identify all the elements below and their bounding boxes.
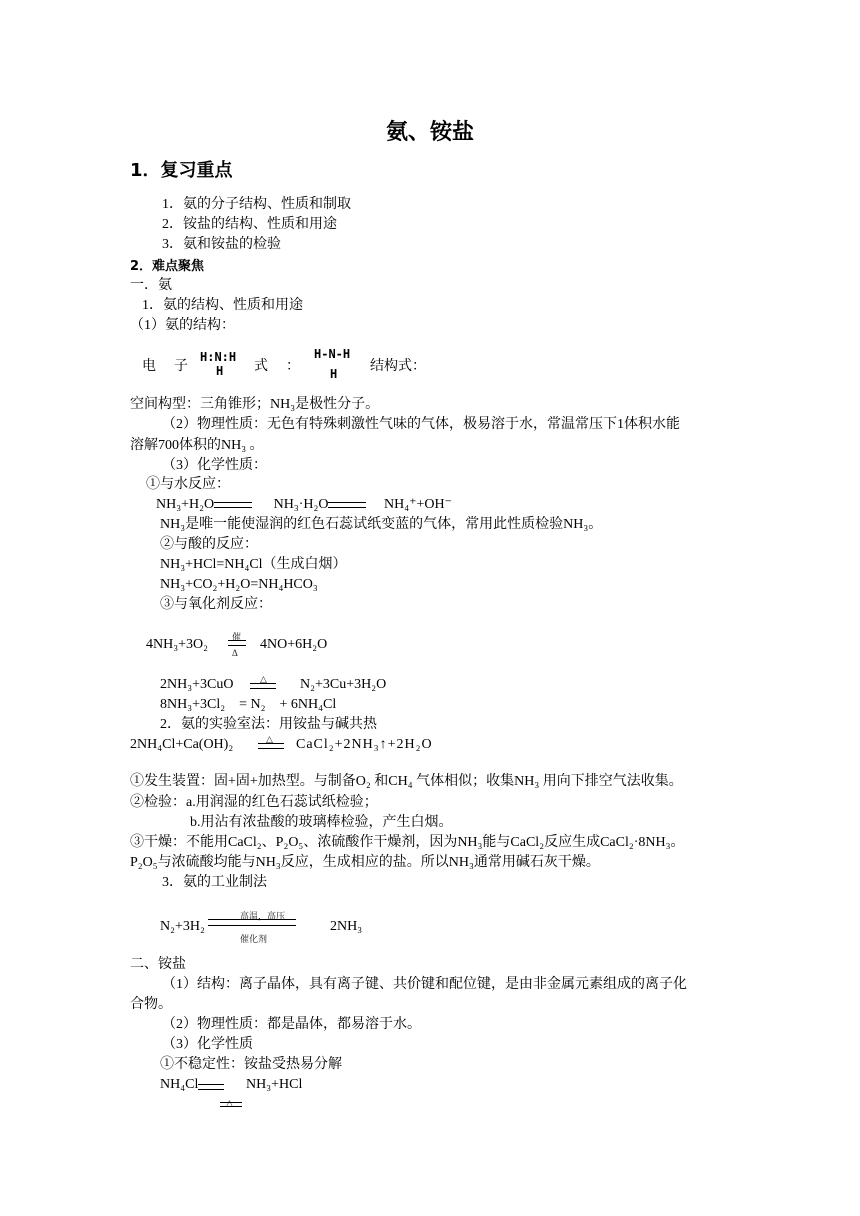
ox-eq2-cond: △ <box>260 674 267 684</box>
drying-note-1: ③干燥：不能用CaCl₂、P₂O₅、浓硫酸作干燥剂，因为NH₃能与CaCl₂反应生成CaCl₂·8NH₃。 <box>130 835 685 850</box>
industry-cond-top: 高温，高压 <box>240 911 286 921</box>
sub-heading-structure: 1．氨的结构、性质和用途 <box>142 298 303 313</box>
review-item-1: 1．氨的分子结构、性质和制取 <box>162 197 351 212</box>
industry-label: 3．氨的工业制法 <box>162 875 267 890</box>
decomp-cond-bar <box>220 1102 242 1107</box>
industry-cond-bottom: 催化剂 <box>240 934 268 944</box>
lab-preparation-label: 2．氨的实验室法：用铵盐与碱共热 <box>160 717 377 732</box>
review-item-2: 2．铵盐的结构、性质和用途 <box>162 217 337 232</box>
industry-right: 2NH₃ <box>330 919 363 934</box>
part-ammonia: 一．氨 <box>130 278 172 293</box>
reversible-arrow <box>328 500 366 510</box>
lab-eq-cond: △ <box>266 734 273 744</box>
ox-eq1-cond-bottom: Δ <box>232 648 238 658</box>
test-note-2: b.用沾有浓盐酸的玻璃棒检验，产生白烟。 <box>190 815 453 830</box>
water-reaction-label: ①与水反应： <box>146 477 230 492</box>
electron-label-a: 电 <box>142 359 156 374</box>
test-note-1: ②检验：a.用润湿的红色石蕊试纸检验； <box>130 795 378 810</box>
lab-eq-arrow <box>258 743 284 749</box>
salt-structure-2: 合物。 <box>130 997 172 1012</box>
review-item-3: 3．氨和铵盐的检验 <box>162 237 281 252</box>
physical-property-2: 溶解700体积的NH₃ 。 <box>130 438 264 453</box>
water-equation <box>156 496 452 514</box>
oxidant-reaction-label: ③与氧化剂反应： <box>160 597 272 612</box>
electron-shi: 式 <box>254 359 268 374</box>
page-title: 氨、铵盐 <box>385 120 474 145</box>
lab-eq-left: 2NH₄Cl+Ca(OH)₂ <box>130 737 234 752</box>
structural-label: 结构式： <box>370 359 426 374</box>
salt-chemical: （3）化学性质 <box>162 1037 253 1052</box>
decomp-left: NH₄Cl <box>160 1077 199 1092</box>
physical-property-1: （2）物理性质：无色有特殊刺激性气味的气体，极易溶于水，常温常压下1体积水能 <box>162 417 680 432</box>
part-ammonium-salts: 二、铵盐 <box>130 957 186 972</box>
structural-formula-top: H-N-H <box>314 347 351 361</box>
electron-formula-bottom: H <box>216 364 224 378</box>
ox-eq2-left: 2NH₃+3CuO <box>160 677 234 692</box>
acid-equation-2: NH₃+CO₂+H₂O=NH₄HCO₃ <box>160 577 318 592</box>
salt-physical: （2）物理性质：都是晶体，都易溶于水。 <box>162 1017 421 1032</box>
acid-equation-1: NH₃+HCl=NH₄Cl（生成白烟） <box>160 557 347 572</box>
ox-equation-3: 8NH₃+3Cl₂ = N₂ + 6NH₄Cl <box>160 697 337 712</box>
salt-structure-1: （1）结构：离子晶体，具有离子键、共价键和配位键，是由非金属元素组成的离子化 <box>162 977 687 992</box>
lab-eq-right: CaCl₂+2NH₃↑+2H₂O <box>296 737 433 752</box>
water-eq-a: NH₃+H₂O <box>156 497 215 512</box>
decomp-arrow <box>198 1084 224 1090</box>
ox-eq2-arrow <box>250 683 276 689</box>
electron-formula-top: H:N:H <box>200 350 237 364</box>
decomp-cond: △ <box>226 1098 233 1108</box>
structure-label: （1）氨的结构： <box>130 318 235 333</box>
reversible-arrow <box>214 500 252 510</box>
structural-formula-bottom: H <box>330 367 338 381</box>
ox-eq2-right: N₂+3Cu+3H₂O <box>300 677 387 692</box>
ox-eq1-cond-top: 催 <box>232 632 242 642</box>
salt-unstable: ①不稳定性：铵盐受热易分解 <box>160 1057 342 1072</box>
electron-label-b: 子 <box>174 359 188 374</box>
section-heading-difficulty: 2．难点聚焦 <box>130 259 205 274</box>
industry-left: N₂+3H₂ <box>160 919 205 934</box>
industry-reversible-arrow <box>208 919 296 926</box>
ox-eq1-right: 4NO+6H₂O <box>260 637 328 652</box>
decomp-right: NH₃+HCl <box>246 1077 303 1092</box>
chemical-property-label: （3）化学性质： <box>162 458 267 473</box>
water-eq-b: NH₃·H₂O <box>273 497 329 512</box>
spatial-shape: 空间构型：三角锥形；NH₃是极性分子。 <box>130 397 380 412</box>
ox-eq1-left: 4NH₃+3O₂ <box>146 637 208 652</box>
acid-reaction-label: ②与酸的反应： <box>160 537 258 552</box>
apparatus-note: ①发生装置：固+固+加热型。与制备O₂ 和CH₄ 气体相似；收集NH₃ 用向下排空气法收集。 <box>130 774 683 789</box>
water-eq-c: NH₄⁺+OH⁻ <box>383 497 452 512</box>
drying-note-2: P₂O₅与浓硫酸均能与NH₃反应，生成相应的盐。所以NH₃通常用碱石灰干燥。 <box>130 855 600 870</box>
electron-colon: ： <box>286 359 300 374</box>
water-note: NH₃是唯一能使湿润的红色石蕊试纸变蓝的气体，常用此性质检验NH₃。 <box>160 517 603 532</box>
section-heading-review: 1．复习重点 <box>130 160 233 181</box>
